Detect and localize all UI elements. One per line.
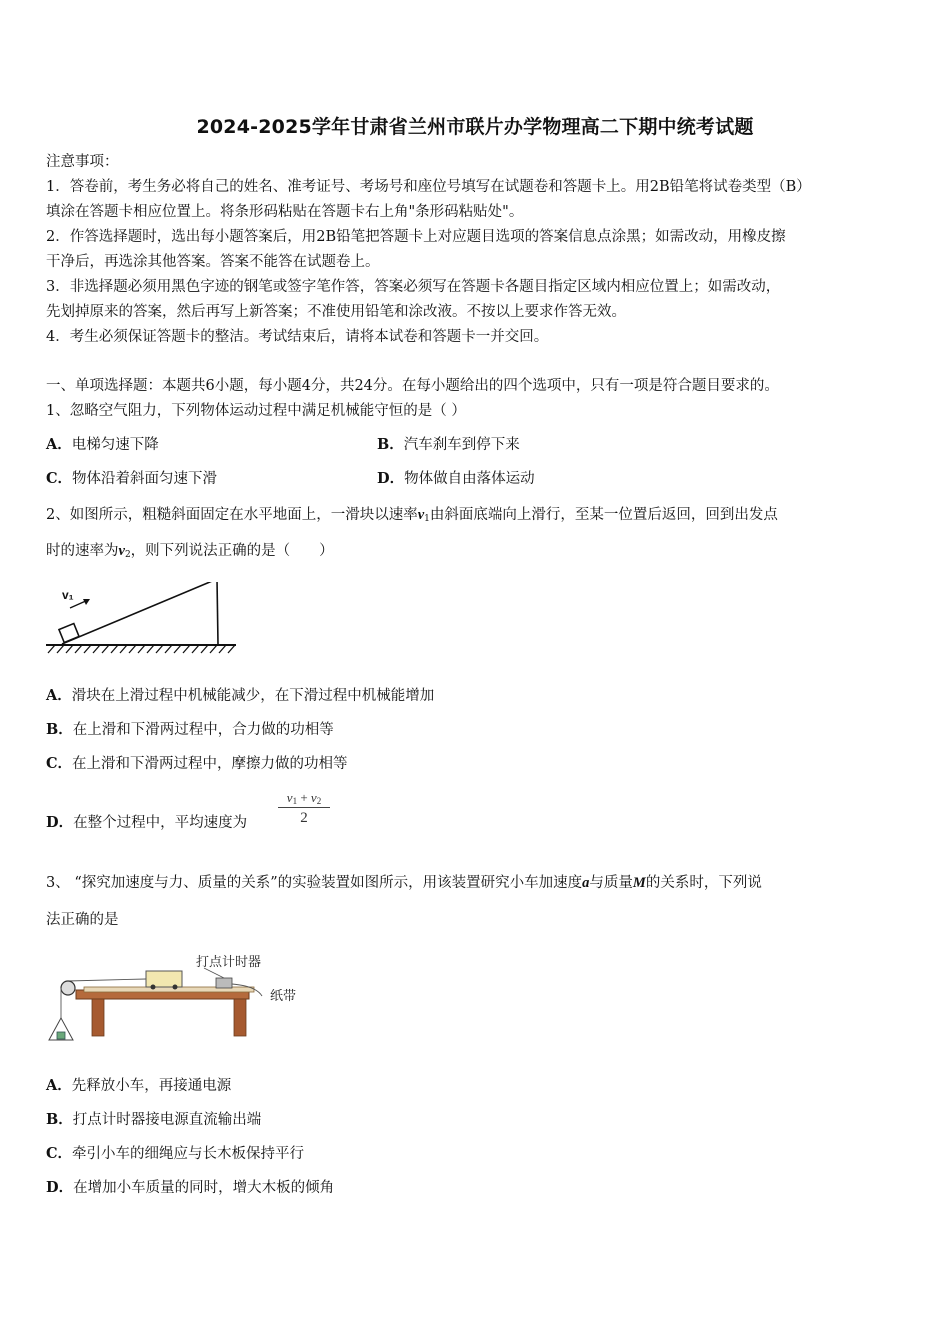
q2-stem-text: 2、如图所示，粗糙斜面固定在水平地面上，一滑块以速率 bbox=[46, 507, 418, 523]
incline-wall bbox=[217, 582, 218, 644]
q1-option-c bbox=[46, 469, 217, 489]
page-title: 2024-2025学年甘肃省兰州市联片办学物理高二下期中统考试题 bbox=[196, 116, 754, 138]
notice-line-4: 干净后，再选涂其他答案。答案不能答在试题卷上。 bbox=[46, 254, 380, 270]
hanging-weight bbox=[57, 1032, 65, 1039]
var-v: v bbox=[118, 543, 125, 559]
cart bbox=[146, 971, 182, 987]
option-text: 电梯匀速下降 bbox=[71, 437, 159, 453]
q3-stem-text: 的关系时，下列说 bbox=[645, 875, 762, 891]
option-text: 物体做自由落体运动 bbox=[404, 471, 535, 487]
q2-stem-line-1 bbox=[46, 505, 778, 529]
q1-option-d bbox=[377, 469, 535, 489]
q3-stem-text: 3、 “探究加速度与力、质量的关系”的实验装置如图所示，用该装置研究小车加速度 bbox=[46, 875, 583, 891]
option-label: D． bbox=[46, 814, 74, 831]
cart-wheel bbox=[173, 985, 178, 990]
option-text: 汽车刹车到停下来 bbox=[403, 437, 520, 453]
pulley bbox=[61, 981, 75, 995]
var-m: M bbox=[632, 875, 646, 891]
q3-option-c bbox=[46, 1144, 304, 1164]
option-text: 在上滑和下滑两过程中，摩擦力做的功相等 bbox=[72, 756, 348, 772]
option-text: 牵引小车的细绳应与长木板保持平行 bbox=[72, 1146, 305, 1162]
notice-line-2: 填涂在答题卡相应位置上。将条形码粘贴在答题卡右上角"条形码粘贴处"。 bbox=[46, 204, 524, 220]
option-label: A． bbox=[46, 687, 72, 704]
option-text: 物体沿着斜面匀速下滑 bbox=[72, 471, 218, 487]
subscript: 2 bbox=[124, 550, 131, 560]
q1-option-b bbox=[377, 435, 520, 455]
option-text: 在上滑和下滑两过程中，合力做的功相等 bbox=[72, 722, 334, 738]
var-v: v bbox=[310, 790, 317, 805]
option-label: B． bbox=[377, 436, 404, 453]
notice-line-5: 3．非选择题必须用黑色字迹的钢笔或签字笔作答，答案必须写在答题卡各题目指定区域内相应位置上；如需改动， bbox=[46, 279, 781, 295]
q3-option-d bbox=[46, 1178, 334, 1198]
velocity-label: v₁ bbox=[62, 588, 74, 602]
q2-stem-text: ，则下列说法正确的是（ ） bbox=[130, 543, 334, 559]
subscript: 2 bbox=[316, 796, 322, 806]
var-v: v bbox=[417, 507, 425, 523]
option-label: C． bbox=[46, 470, 73, 487]
timer-label: 打点计时器 bbox=[196, 955, 262, 970]
q2-stem-text: 由斜面底端向上滑行，至某一位置后返回，回到出发点 bbox=[429, 507, 778, 523]
fraction-denominator: 2 bbox=[300, 810, 308, 826]
string bbox=[68, 979, 146, 981]
option-text: 在增加小车质量的同时，增大木板的倾角 bbox=[73, 1180, 335, 1196]
q3-stem-line-2: 法正确的是 bbox=[46, 912, 119, 928]
table-leg-right bbox=[234, 999, 246, 1036]
subscript: 1 bbox=[292, 796, 298, 806]
notice-line-1: 1．答卷前，考生务必将自己的姓名、准考证号、考场号和座位号填写在试题卷和答题卡上。用2B铅笔将试卷类型（B） bbox=[46, 179, 811, 195]
option-text: 先释放小车，再接通电源 bbox=[71, 1078, 232, 1094]
q2-option-d bbox=[46, 813, 247, 833]
subscript: 1 bbox=[424, 514, 430, 524]
q1-option-a bbox=[46, 435, 159, 455]
q2-stem-line-2 bbox=[46, 541, 334, 565]
option-label: D． bbox=[377, 470, 405, 487]
option-text: 打点计时器接电源直流输出端 bbox=[72, 1112, 262, 1128]
ground-hatch bbox=[48, 645, 235, 653]
notice-line-6: 先划掉原来的答案，然后再写上新答案；不准使用铅笔和涂改液。不按以上要求作答无效。 bbox=[46, 304, 626, 320]
incline-figure bbox=[44, 582, 244, 660]
option-label: B． bbox=[46, 721, 73, 738]
option-label: A． bbox=[46, 436, 72, 453]
q3-option-a bbox=[46, 1076, 231, 1096]
section-heading: 一、单项选择题：本题共6小题，每小题4分，共24分。在每小题给出的四个选项中，只有一项是符合题目要求的。 bbox=[46, 378, 779, 394]
option-label: A． bbox=[46, 1077, 72, 1094]
cart-wheel bbox=[151, 985, 156, 990]
notice-line-7: 4．考生必须保证答题卡的整洁。考试结束后，请将本试卷和答题卡一并交回。 bbox=[46, 329, 549, 345]
option-label: C． bbox=[46, 755, 73, 772]
tape-label: 纸带 bbox=[270, 989, 297, 1004]
fraction-bar bbox=[278, 807, 330, 808]
table-leg-left bbox=[92, 999, 104, 1036]
var-v: v bbox=[286, 790, 293, 805]
option-text: 在整个过程中，平均速度为 bbox=[73, 815, 248, 831]
incline-surface bbox=[62, 582, 217, 644]
q3-stem-line-1 bbox=[46, 873, 762, 893]
q1-stem: 1、忽略空气阻力，下列物体运动过程中满足机械能守恒的是（ ） bbox=[46, 403, 466, 419]
q2-option-c bbox=[46, 754, 348, 774]
fraction-numerator bbox=[278, 790, 330, 806]
q3-option-b bbox=[46, 1110, 261, 1130]
q2-option-b bbox=[46, 720, 334, 740]
notice-line-3: 2．作答选择题时，选出每小题答案后，用2B铅笔把答题卡上对应题目选项的答案信息点涂黑；如需改动，用橡皮擦 bbox=[46, 229, 786, 245]
q2-option-a bbox=[46, 686, 434, 706]
notice-heading: 注意事项： bbox=[46, 154, 119, 170]
option-text: 滑块在上滑过程中机械能减少，在下滑过程中机械能增加 bbox=[71, 688, 435, 704]
q2-stem-text: 时的速率为 bbox=[46, 543, 119, 559]
plus-sign: + bbox=[297, 790, 311, 805]
average-velocity-fraction bbox=[278, 790, 330, 827]
option-label: B． bbox=[46, 1111, 73, 1128]
cart-experiment-figure bbox=[44, 948, 314, 1048]
slider-block bbox=[59, 624, 79, 643]
var-a: a bbox=[582, 875, 590, 891]
timer-device bbox=[216, 978, 232, 988]
option-label: D． bbox=[46, 1179, 74, 1196]
option-label: C． bbox=[46, 1145, 73, 1162]
q3-stem-text: 与质量 bbox=[589, 875, 633, 891]
